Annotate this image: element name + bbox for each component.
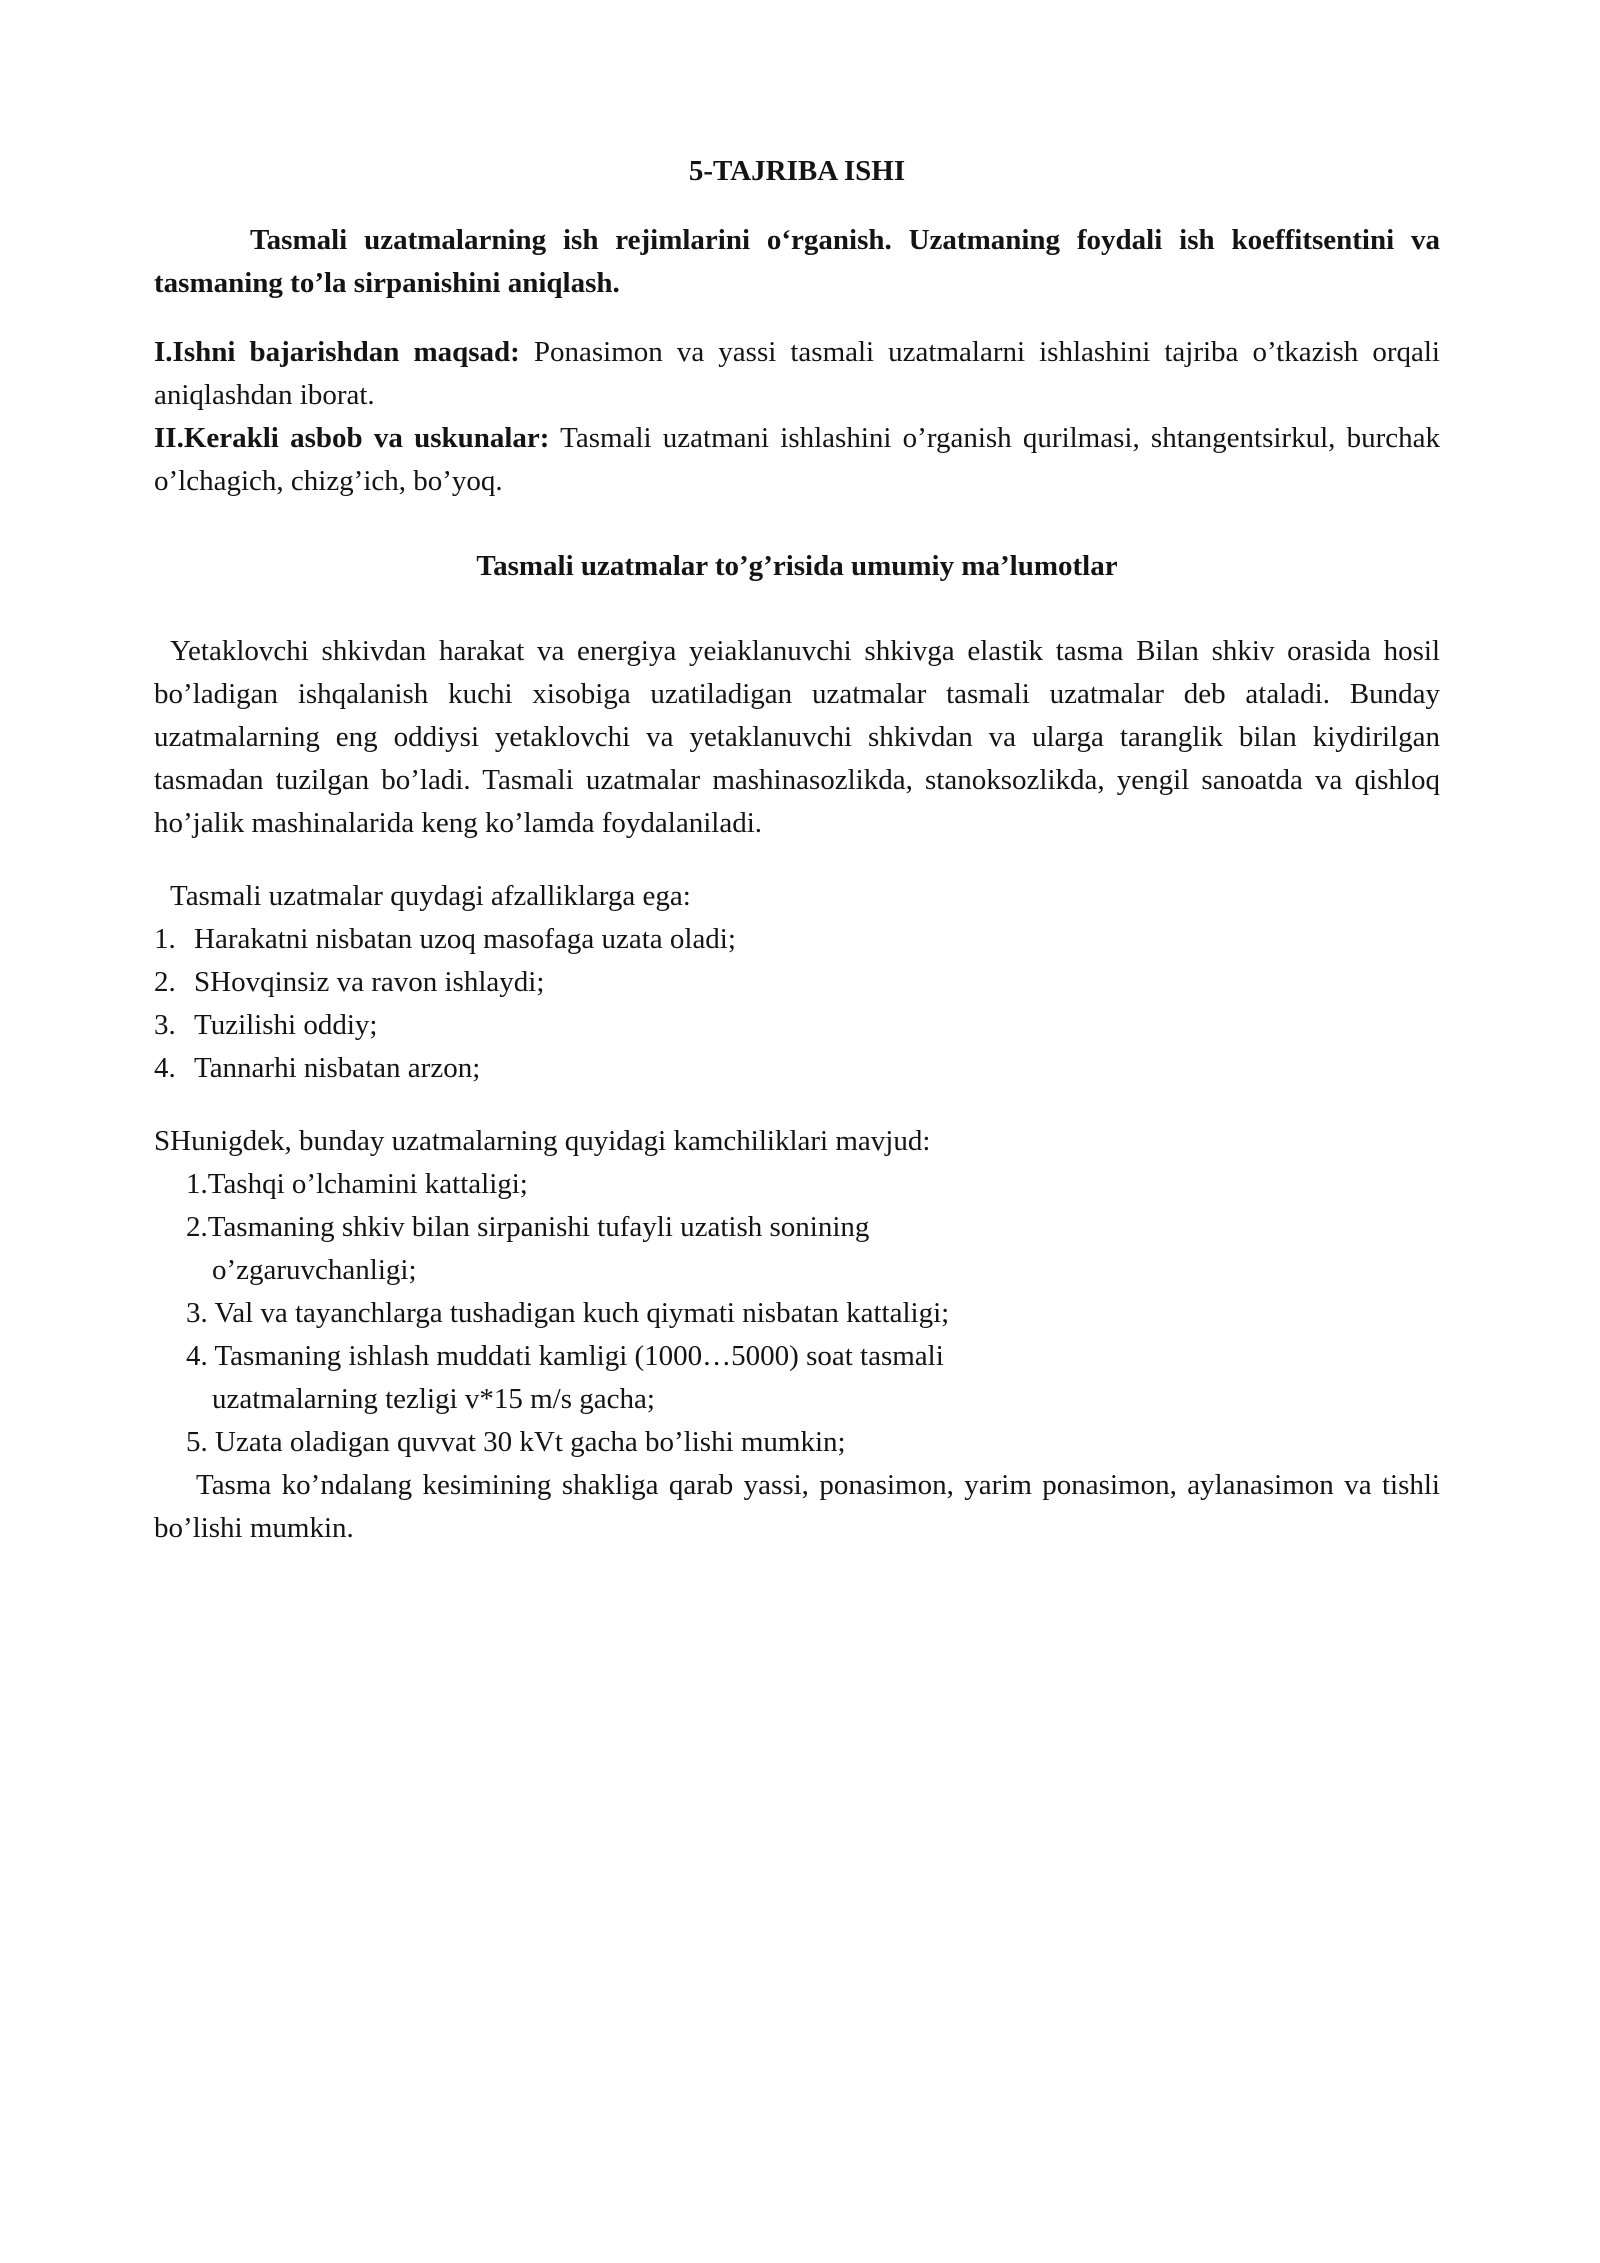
equipment-text: Tasmali uzatmani ishlashini o’rganish qurilmasi, shtangentsirkul, burchak o’lchagich, chizg’ich, bo’yoq.	[154, 422, 1440, 497]
section-heading: Tasmali uzatmalar to’g’risida umumiy ma’lumotlar	[476, 550, 1118, 582]
list-item	[154, 1206, 1440, 1292]
list-item-text: Tannarhi nisbatan arzon;	[194, 1052, 481, 1084]
list-item-number: 1.	[154, 923, 176, 955]
list-item	[154, 1421, 1440, 1464]
document-page	[154, 150, 1440, 1550]
list-item	[154, 918, 1440, 961]
intro-paragraph: Yetaklovchi shkivdan harakat va energiya yeiaklanuvchi shkivga elastik tasma Bilan shkiv orasida hosil bo’ladigan ishqalanish kuchi xisobiga uzatiladigan uzatmalar tasmali uzatmalar deb ataladi. Bunday uzatmalarning eng oddiysi yetaklovchi va yetaklanuvchi shkivdan va ularga taranglik bilan kiydirilgan tasmadan tuzilgan bo’ladi. Tasmali uzatmalar mashinasozlikda, stanoksozlikda, yengil sanoatda va qishloq ho’jalik mashinalarida keng ko’lamda foydalaniladi.	[154, 635, 1440, 839]
closing-paragraph: Tasma ko’ndalang kesimining shakliga qarab yassi, ponasimon, yarim ponasimon, aylanasimon va tishli bo’lishi mumkin.	[154, 1469, 1440, 1544]
list-item-text: 1.Tashqi o’lchamini kattaligi;	[186, 1168, 528, 1200]
equipment-label: II.Kerakli asbob va uskunalar:	[154, 422, 550, 454]
list-item	[154, 1047, 1440, 1090]
list-item-text: Harakatni nisbatan uzoq masofaga uzata oladi;	[194, 923, 736, 955]
list-item-text: SHovqinsiz va ravon ishlaydi;	[194, 966, 545, 998]
list-item	[154, 961, 1440, 1004]
list-item-number: 3.	[154, 1009, 176, 1041]
advantages-list	[154, 918, 1440, 1090]
list-item-text: Tuzilishi oddiy;	[194, 1009, 378, 1041]
list-item-number: 2.	[154, 966, 176, 998]
work-subtitle: Tasmali uzatmalarning ish rejimlarini o‘rganish. Uzatmaning foydali ish koeffitsentini va tasmaning to’la sirpanishini aniqlash.	[154, 224, 1440, 299]
equipment-paragraph	[154, 417, 1440, 503]
list-item-text: 5. Uzata oladigan quvvat 30 kVt gacha bo’lishi mumkin;	[186, 1426, 846, 1458]
advantages-lead: Tasmali uzatmalar quydagi afzalliklarga ega:	[170, 880, 691, 912]
goal-text: Ponasimon va yassi tasmali uzatmalarni ishlashini tajriba o’tkazish orqali aniqlashdan iborat.	[154, 336, 1440, 411]
disadvantages-list	[154, 1163, 1440, 1464]
goal-label: I.Ishni bajarishdan maqsad:	[154, 336, 520, 368]
list-item	[154, 1292, 1440, 1335]
list-item-text: 2.Tasmaning shkiv bilan sirpanishi tufayli uzatish sonining	[186, 1211, 870, 1243]
list-item	[154, 1163, 1440, 1206]
list-item	[154, 1335, 1440, 1421]
goal-paragraph	[154, 331, 1440, 417]
list-item	[154, 1004, 1440, 1047]
list-item-text: 4. Tasmaning ishlash muddati kamligi (1000…5000) soat tasmali	[186, 1340, 944, 1372]
disadvantages-lead: SHunigdek, bunday uzatmalarning quyidagi kamchiliklari mavjud:	[154, 1125, 931, 1157]
list-item-text: 3. Val va tayanchlarga tushadigan kuch qiymati nisbatan kattaligi;	[186, 1297, 950, 1329]
page-title: 5-TAJRIBA ISHI	[688, 155, 906, 187]
list-item-continuation: uzatmalarning tezligi v*15 m/s gacha;	[212, 1383, 655, 1415]
list-item-number: 4.	[154, 1052, 176, 1084]
list-item-continuation: o’zgaruvchanligi;	[212, 1254, 417, 1286]
